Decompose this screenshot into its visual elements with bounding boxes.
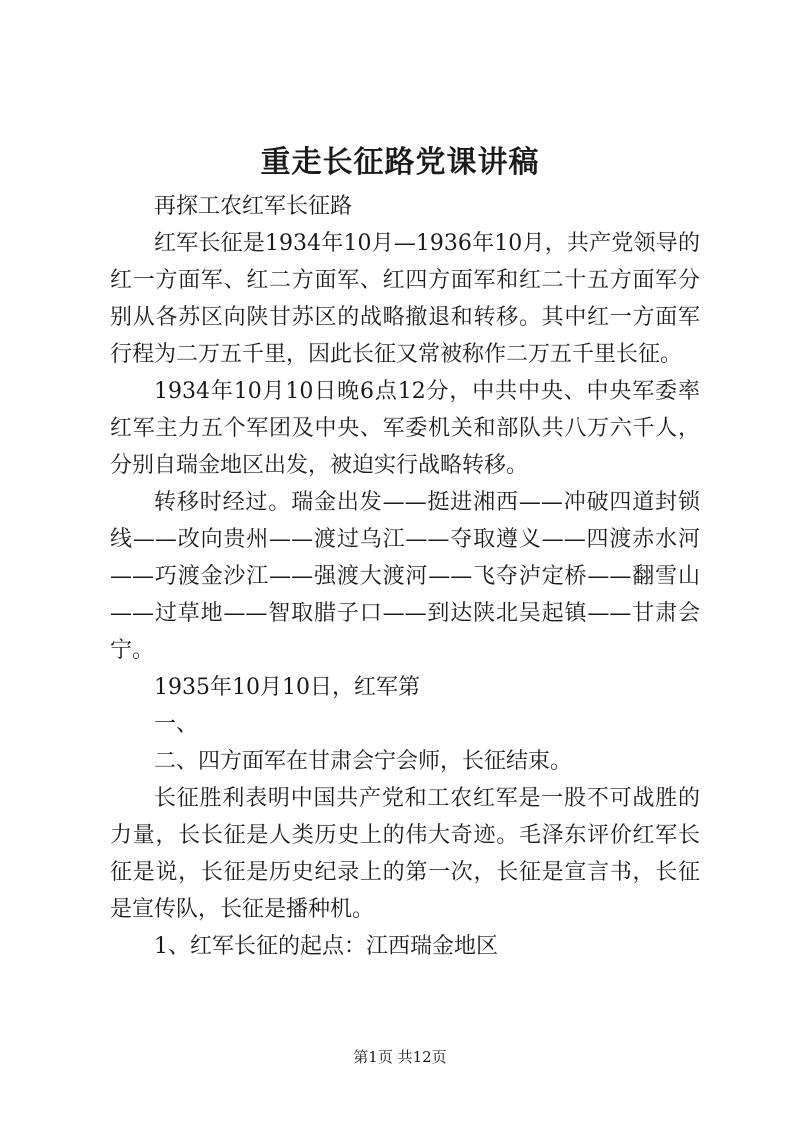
paragraph-intro: 红军长征是1934年10月—1936年10月，共产党领导的红一方面军、红二方面军、红四方面军和红二十五方面军分别从各苏区向陕甘苏区的战略撤退和转移。其中红一方面军行程为二万五千里，因此长征又常被称作二万五千里长征。 <box>110 231 700 367</box>
paragraph-route: 转移时经过。瑞金出发——挺进湘西——冲破四道封锁线——改向贵州——渡过乌江——夺取遵义——四渡赤水河——巧渡金沙江——强渡大渡河——飞夺泸定桥——翻雪山——过草地——智取腊子口——到达陕北吴起镇——甘肃会宁。 <box>110 490 700 663</box>
document-title: 重走长征路党课讲稿 <box>260 145 540 180</box>
paragraph-subtitle: 再探工农红军长征路 <box>154 194 353 219</box>
document-body <box>110 188 700 965</box>
paragraph-reunion: 二、四方面军在甘肃会宁会师，长征结束。 <box>154 749 573 774</box>
paragraph-fragment: 一、 <box>154 712 199 737</box>
paragraph-date: 1935年10月10日，红军第 <box>154 675 420 700</box>
page-number-footer: 第1页 共12页 <box>353 1048 447 1066</box>
paragraph-starting-point: 1、红军长征的起点：江西瑞金地区 <box>154 934 498 959</box>
paragraph-departure: 1934年10月10日晚6点12分，中共中央、中央军委率红军主力五个军团及中央、军委机关和部队共八万六千人，分别自瑞金地区出发，被迫实行战略转移。 <box>110 379 700 478</box>
paragraph-significance: 长征胜利表明中国共产党和工农红军是一股不可战胜的力量，长长征是人类历史上的伟大奇迹。毛泽东评价红军长征是说，长征是历史纪录上的第一次，长征是宣言书，长征是宣传队，长征是播种机。 <box>110 786 700 922</box>
